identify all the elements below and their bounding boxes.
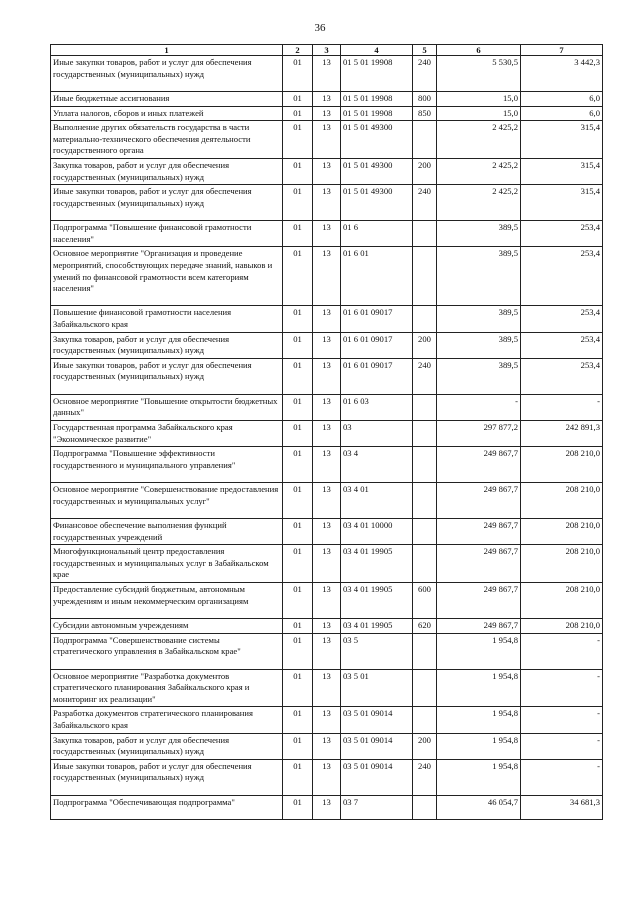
row-expense-type bbox=[413, 221, 437, 247]
row-subsection: 13 bbox=[313, 106, 341, 121]
row-target-article: 03 7 bbox=[341, 795, 413, 819]
table-row bbox=[51, 306, 603, 332]
row-subsection: 13 bbox=[313, 221, 341, 247]
row-amount-year-1: 389,5 bbox=[437, 306, 521, 332]
row-target-article: 01 6 bbox=[341, 221, 413, 247]
row-subsection: 13 bbox=[313, 332, 341, 358]
table-row bbox=[51, 447, 603, 483]
row-amount-year-1: 249 867,7 bbox=[437, 545, 521, 583]
row-subsection: 13 bbox=[313, 707, 341, 733]
row-subsection: 13 bbox=[313, 519, 341, 545]
row-amount-year-2: 208 210,0 bbox=[521, 447, 603, 483]
row-subsection: 13 bbox=[313, 733, 341, 759]
row-name: Разработка документов стратегического планирования Забайкальского края bbox=[51, 707, 283, 733]
row-expense-type: 200 bbox=[413, 158, 437, 184]
row-amount-year-2: 6,0 bbox=[521, 92, 603, 107]
row-expense-type: 240 bbox=[413, 56, 437, 92]
row-expense-type bbox=[413, 707, 437, 733]
row-name: Субсидии автономным учреждениям bbox=[51, 619, 283, 634]
budget-table bbox=[50, 44, 603, 820]
table-header bbox=[51, 45, 603, 56]
row-amount-year-1: 389,5 bbox=[437, 247, 521, 306]
row-target-article: 03 5 01 09014 bbox=[341, 733, 413, 759]
row-expense-type bbox=[413, 483, 437, 519]
row-section: 01 bbox=[283, 185, 313, 221]
row-amount-year-1: 15,0 bbox=[437, 106, 521, 121]
row-target-article: 03 4 01 bbox=[341, 483, 413, 519]
row-expense-type bbox=[413, 669, 437, 707]
table-row bbox=[51, 545, 603, 583]
row-name: Государственная программа Забайкальского края "Экономическое развитие" bbox=[51, 420, 283, 446]
table-row bbox=[51, 519, 603, 545]
row-subsection: 13 bbox=[313, 306, 341, 332]
row-amount-year-1: 1 954,8 bbox=[437, 759, 521, 795]
row-target-article: 01 6 01 09017 bbox=[341, 306, 413, 332]
row-name: Иные закупки товаров, работ и услуг для обеспечения государственных (муниципальных) нужд bbox=[51, 185, 283, 221]
row-amount-year-2: 208 210,0 bbox=[521, 545, 603, 583]
row-amount-year-2: - bbox=[521, 707, 603, 733]
table-row bbox=[51, 185, 603, 221]
header-col-2: 2 bbox=[283, 45, 313, 56]
row-amount-year-1: 389,5 bbox=[437, 332, 521, 358]
table-row bbox=[51, 358, 603, 394]
row-section: 01 bbox=[283, 619, 313, 634]
row-amount-year-2: 208 210,0 bbox=[521, 619, 603, 634]
row-subsection: 13 bbox=[313, 358, 341, 394]
row-target-article: 01 5 01 49300 bbox=[341, 121, 413, 159]
row-section: 01 bbox=[283, 707, 313, 733]
row-section: 01 bbox=[283, 306, 313, 332]
row-subsection: 13 bbox=[313, 420, 341, 446]
row-name: Основное мероприятие "Организация и проведение мероприятий, способствующих передаче знаний, навыков и умений по финансовой грамотности всем категориям населения" bbox=[51, 247, 283, 306]
row-subsection: 13 bbox=[313, 633, 341, 669]
header-col-7: 7 bbox=[521, 45, 603, 56]
row-name: Подпрограмма "Повышение эффективности государственного и муниципального управления" bbox=[51, 447, 283, 483]
row-amount-year-2: 208 210,0 bbox=[521, 483, 603, 519]
row-amount-year-2: - bbox=[521, 669, 603, 707]
row-section: 01 bbox=[283, 247, 313, 306]
row-amount-year-1: 1 954,8 bbox=[437, 733, 521, 759]
row-name: Иные закупки товаров, работ и услуг для обеспечения государственных (муниципальных) нужд bbox=[51, 56, 283, 92]
row-amount-year-2: 315,4 bbox=[521, 185, 603, 221]
row-target-article: 01 5 01 19908 bbox=[341, 92, 413, 107]
table-row bbox=[51, 92, 603, 107]
row-target-article: 01 6 01 09017 bbox=[341, 358, 413, 394]
row-amount-year-1: 46 054,7 bbox=[437, 795, 521, 819]
row-amount-year-1: 389,5 bbox=[437, 358, 521, 394]
row-amount-year-2: 208 210,0 bbox=[521, 583, 603, 619]
row-subsection: 13 bbox=[313, 158, 341, 184]
row-target-article: 03 bbox=[341, 420, 413, 446]
row-subsection: 13 bbox=[313, 447, 341, 483]
row-expense-type bbox=[413, 420, 437, 446]
row-expense-type: 850 bbox=[413, 106, 437, 121]
row-amount-year-2: - bbox=[521, 733, 603, 759]
row-amount-year-2: 253,4 bbox=[521, 247, 603, 306]
row-expense-type bbox=[413, 247, 437, 306]
row-amount-year-1: 249 867,7 bbox=[437, 483, 521, 519]
row-section: 01 bbox=[283, 633, 313, 669]
page-number: 36 bbox=[314, 22, 326, 34]
row-name: Иные закупки товаров, работ и услуг для обеспечения государственных (муниципальных) нужд bbox=[51, 759, 283, 795]
table-row bbox=[51, 619, 603, 634]
row-section: 01 bbox=[283, 759, 313, 795]
row-subsection: 13 bbox=[313, 247, 341, 306]
table-row bbox=[51, 394, 603, 420]
row-section: 01 bbox=[283, 545, 313, 583]
row-section: 01 bbox=[283, 332, 313, 358]
row-subsection: 13 bbox=[313, 483, 341, 519]
row-section: 01 bbox=[283, 158, 313, 184]
header-col-4: 4 bbox=[341, 45, 413, 56]
row-subsection: 13 bbox=[313, 619, 341, 634]
row-target-article: 03 5 01 09014 bbox=[341, 759, 413, 795]
row-section: 01 bbox=[283, 795, 313, 819]
row-expense-type bbox=[413, 394, 437, 420]
row-section: 01 bbox=[283, 483, 313, 519]
row-subsection: 13 bbox=[313, 759, 341, 795]
row-target-article: 03 5 01 09014 bbox=[341, 707, 413, 733]
row-amount-year-1: 1 954,8 bbox=[437, 707, 521, 733]
row-amount-year-1: - bbox=[437, 394, 521, 420]
row-expense-type: 240 bbox=[413, 358, 437, 394]
row-section: 01 bbox=[283, 358, 313, 394]
table-row bbox=[51, 733, 603, 759]
row-expense-type: 200 bbox=[413, 332, 437, 358]
table-row bbox=[51, 759, 603, 795]
row-amount-year-1: 1 954,8 bbox=[437, 669, 521, 707]
row-name: Подпрограмма "Совершенствование системы стратегического управления в Забайкальском крае" bbox=[51, 633, 283, 669]
row-expense-type: 800 bbox=[413, 92, 437, 107]
row-expense-type: 600 bbox=[413, 583, 437, 619]
row-amount-year-2: 253,4 bbox=[521, 332, 603, 358]
row-amount-year-1: 5 530,5 bbox=[437, 56, 521, 92]
row-name: Основное мероприятие "Совершенствование предоставления государственных и муниципальных услуг" bbox=[51, 483, 283, 519]
row-name: Иные бюджетные ассигнования bbox=[51, 92, 283, 107]
row-name: Повышение финансовой грамотности населения Забайкальского края bbox=[51, 306, 283, 332]
table-row bbox=[51, 247, 603, 306]
row-target-article: 03 5 bbox=[341, 633, 413, 669]
row-amount-year-2: 242 891,3 bbox=[521, 420, 603, 446]
row-expense-type bbox=[413, 633, 437, 669]
row-subsection: 13 bbox=[313, 394, 341, 420]
row-expense-type: 240 bbox=[413, 759, 437, 795]
row-section: 01 bbox=[283, 394, 313, 420]
row-amount-year-2: 253,4 bbox=[521, 306, 603, 332]
row-amount-year-1: 15,0 bbox=[437, 92, 521, 107]
row-amount-year-2: - bbox=[521, 759, 603, 795]
row-amount-year-1: 249 867,7 bbox=[437, 583, 521, 619]
table-body bbox=[51, 56, 603, 820]
row-amount-year-2: 208 210,0 bbox=[521, 519, 603, 545]
row-name: Предоставление субсидий бюджетным, автономным учреждениям и иным некоммерческим организациям bbox=[51, 583, 283, 619]
table-row bbox=[51, 583, 603, 619]
row-target-article: 01 5 01 19908 bbox=[341, 106, 413, 121]
row-name: Иные закупки товаров, работ и услуг для обеспечения государственных (муниципальных) нужд bbox=[51, 358, 283, 394]
row-target-article: 01 6 01 09017 bbox=[341, 332, 413, 358]
row-name: Основное мероприятие "Разработка документов стратегического планирования Забайкальского края и мониторинг их реализации" bbox=[51, 669, 283, 707]
row-name: Финансовое обеспечение выполнения функций государственных учреждений bbox=[51, 519, 283, 545]
row-name: Закупка товаров, работ и услуг для обеспечения государственных (муниципальных) нужд bbox=[51, 332, 283, 358]
row-amount-year-2: 6,0 bbox=[521, 106, 603, 121]
row-amount-year-2: - bbox=[521, 394, 603, 420]
header-col-1: 1 bbox=[51, 45, 283, 56]
row-subsection: 13 bbox=[313, 185, 341, 221]
row-name: Закупка товаров, работ и услуг для обеспечения государственных (муниципальных) нужд bbox=[51, 733, 283, 759]
row-section: 01 bbox=[283, 733, 313, 759]
row-target-article: 03 4 01 19905 bbox=[341, 545, 413, 583]
row-expense-type bbox=[413, 519, 437, 545]
row-target-article: 01 5 01 19908 bbox=[341, 56, 413, 92]
row-amount-year-1: 2 425,2 bbox=[437, 158, 521, 184]
table-row bbox=[51, 158, 603, 184]
table-row bbox=[51, 106, 603, 121]
row-name: Подпрограмма "Повышение финансовой грамотности населения" bbox=[51, 221, 283, 247]
row-subsection: 13 bbox=[313, 545, 341, 583]
row-name: Подпрограмма "Обеспечивающая подпрограмма" bbox=[51, 795, 283, 819]
row-section: 01 bbox=[283, 106, 313, 121]
row-subsection: 13 bbox=[313, 669, 341, 707]
row-section: 01 bbox=[283, 519, 313, 545]
row-amount-year-2: 34 681,3 bbox=[521, 795, 603, 819]
table-row bbox=[51, 669, 603, 707]
row-amount-year-1: 2 425,2 bbox=[437, 121, 521, 159]
row-name: Основное мероприятие "Повышение открытости бюджетных данных" bbox=[51, 394, 283, 420]
row-expense-type: 620 bbox=[413, 619, 437, 634]
row-expense-type bbox=[413, 545, 437, 583]
row-section: 01 bbox=[283, 669, 313, 707]
row-subsection: 13 bbox=[313, 56, 341, 92]
row-section: 01 bbox=[283, 221, 313, 247]
row-expense-type bbox=[413, 795, 437, 819]
row-target-article: 01 6 03 bbox=[341, 394, 413, 420]
row-section: 01 bbox=[283, 420, 313, 446]
row-subsection: 13 bbox=[313, 795, 341, 819]
row-subsection: 13 bbox=[313, 92, 341, 107]
row-amount-year-2: 315,4 bbox=[521, 121, 603, 159]
row-amount-year-2: 315,4 bbox=[521, 158, 603, 184]
row-expense-type: 200 bbox=[413, 733, 437, 759]
row-amount-year-1: 249 867,7 bbox=[437, 619, 521, 634]
row-section: 01 bbox=[283, 92, 313, 107]
table-row bbox=[51, 221, 603, 247]
table-row bbox=[51, 56, 603, 92]
table-row bbox=[51, 420, 603, 446]
table-row bbox=[51, 633, 603, 669]
table-row bbox=[51, 795, 603, 819]
row-name: Закупка товаров, работ и услуг для обеспечения государственных (муниципальных) нужд bbox=[51, 158, 283, 184]
row-target-article: 01 5 01 49300 bbox=[341, 185, 413, 221]
row-amount-year-2: 3 442,3 bbox=[521, 56, 603, 92]
row-amount-year-2: 253,4 bbox=[521, 221, 603, 247]
row-expense-type: 240 bbox=[413, 185, 437, 221]
row-amount-year-2: - bbox=[521, 633, 603, 669]
row-amount-year-1: 2 425,2 bbox=[437, 185, 521, 221]
row-target-article: 03 4 bbox=[341, 447, 413, 483]
row-amount-year-1: 389,5 bbox=[437, 221, 521, 247]
row-amount-year-1: 1 954,8 bbox=[437, 633, 521, 669]
header-col-5: 5 bbox=[413, 45, 437, 56]
table-row bbox=[51, 483, 603, 519]
row-section: 01 bbox=[283, 121, 313, 159]
table-row bbox=[51, 707, 603, 733]
row-amount-year-1: 249 867,7 bbox=[437, 447, 521, 483]
row-section: 01 bbox=[283, 56, 313, 92]
table-row bbox=[51, 332, 603, 358]
row-name: Многофункциональный центр предоставления государственных и муниципальных услуг в Забайкальском крае bbox=[51, 545, 283, 583]
row-target-article: 03 4 01 10000 bbox=[341, 519, 413, 545]
row-name: Выполнение других обязательств государства в части материально-технического обеспечения деятельности государственного органа bbox=[51, 121, 283, 159]
row-amount-year-1: 297 877,2 bbox=[437, 420, 521, 446]
row-subsection: 13 bbox=[313, 583, 341, 619]
row-expense-type bbox=[413, 306, 437, 332]
row-target-article: 03 4 01 19905 bbox=[341, 619, 413, 634]
row-name: Уплата налогов, сборов и иных платежей bbox=[51, 106, 283, 121]
table-row bbox=[51, 121, 603, 159]
row-expense-type bbox=[413, 121, 437, 159]
row-subsection: 13 bbox=[313, 121, 341, 159]
row-section: 01 bbox=[283, 583, 313, 619]
header-row bbox=[51, 45, 603, 56]
row-target-article: 01 6 01 bbox=[341, 247, 413, 306]
row-target-article: 03 5 01 bbox=[341, 669, 413, 707]
row-section: 01 bbox=[283, 447, 313, 483]
header-col-3: 3 bbox=[313, 45, 341, 56]
row-amount-year-2: 253,4 bbox=[521, 358, 603, 394]
header-col-6: 6 bbox=[437, 45, 521, 56]
row-target-article: 01 5 01 49300 bbox=[341, 158, 413, 184]
row-target-article: 03 4 01 19905 bbox=[341, 583, 413, 619]
row-amount-year-1: 249 867,7 bbox=[437, 519, 521, 545]
row-expense-type bbox=[413, 447, 437, 483]
